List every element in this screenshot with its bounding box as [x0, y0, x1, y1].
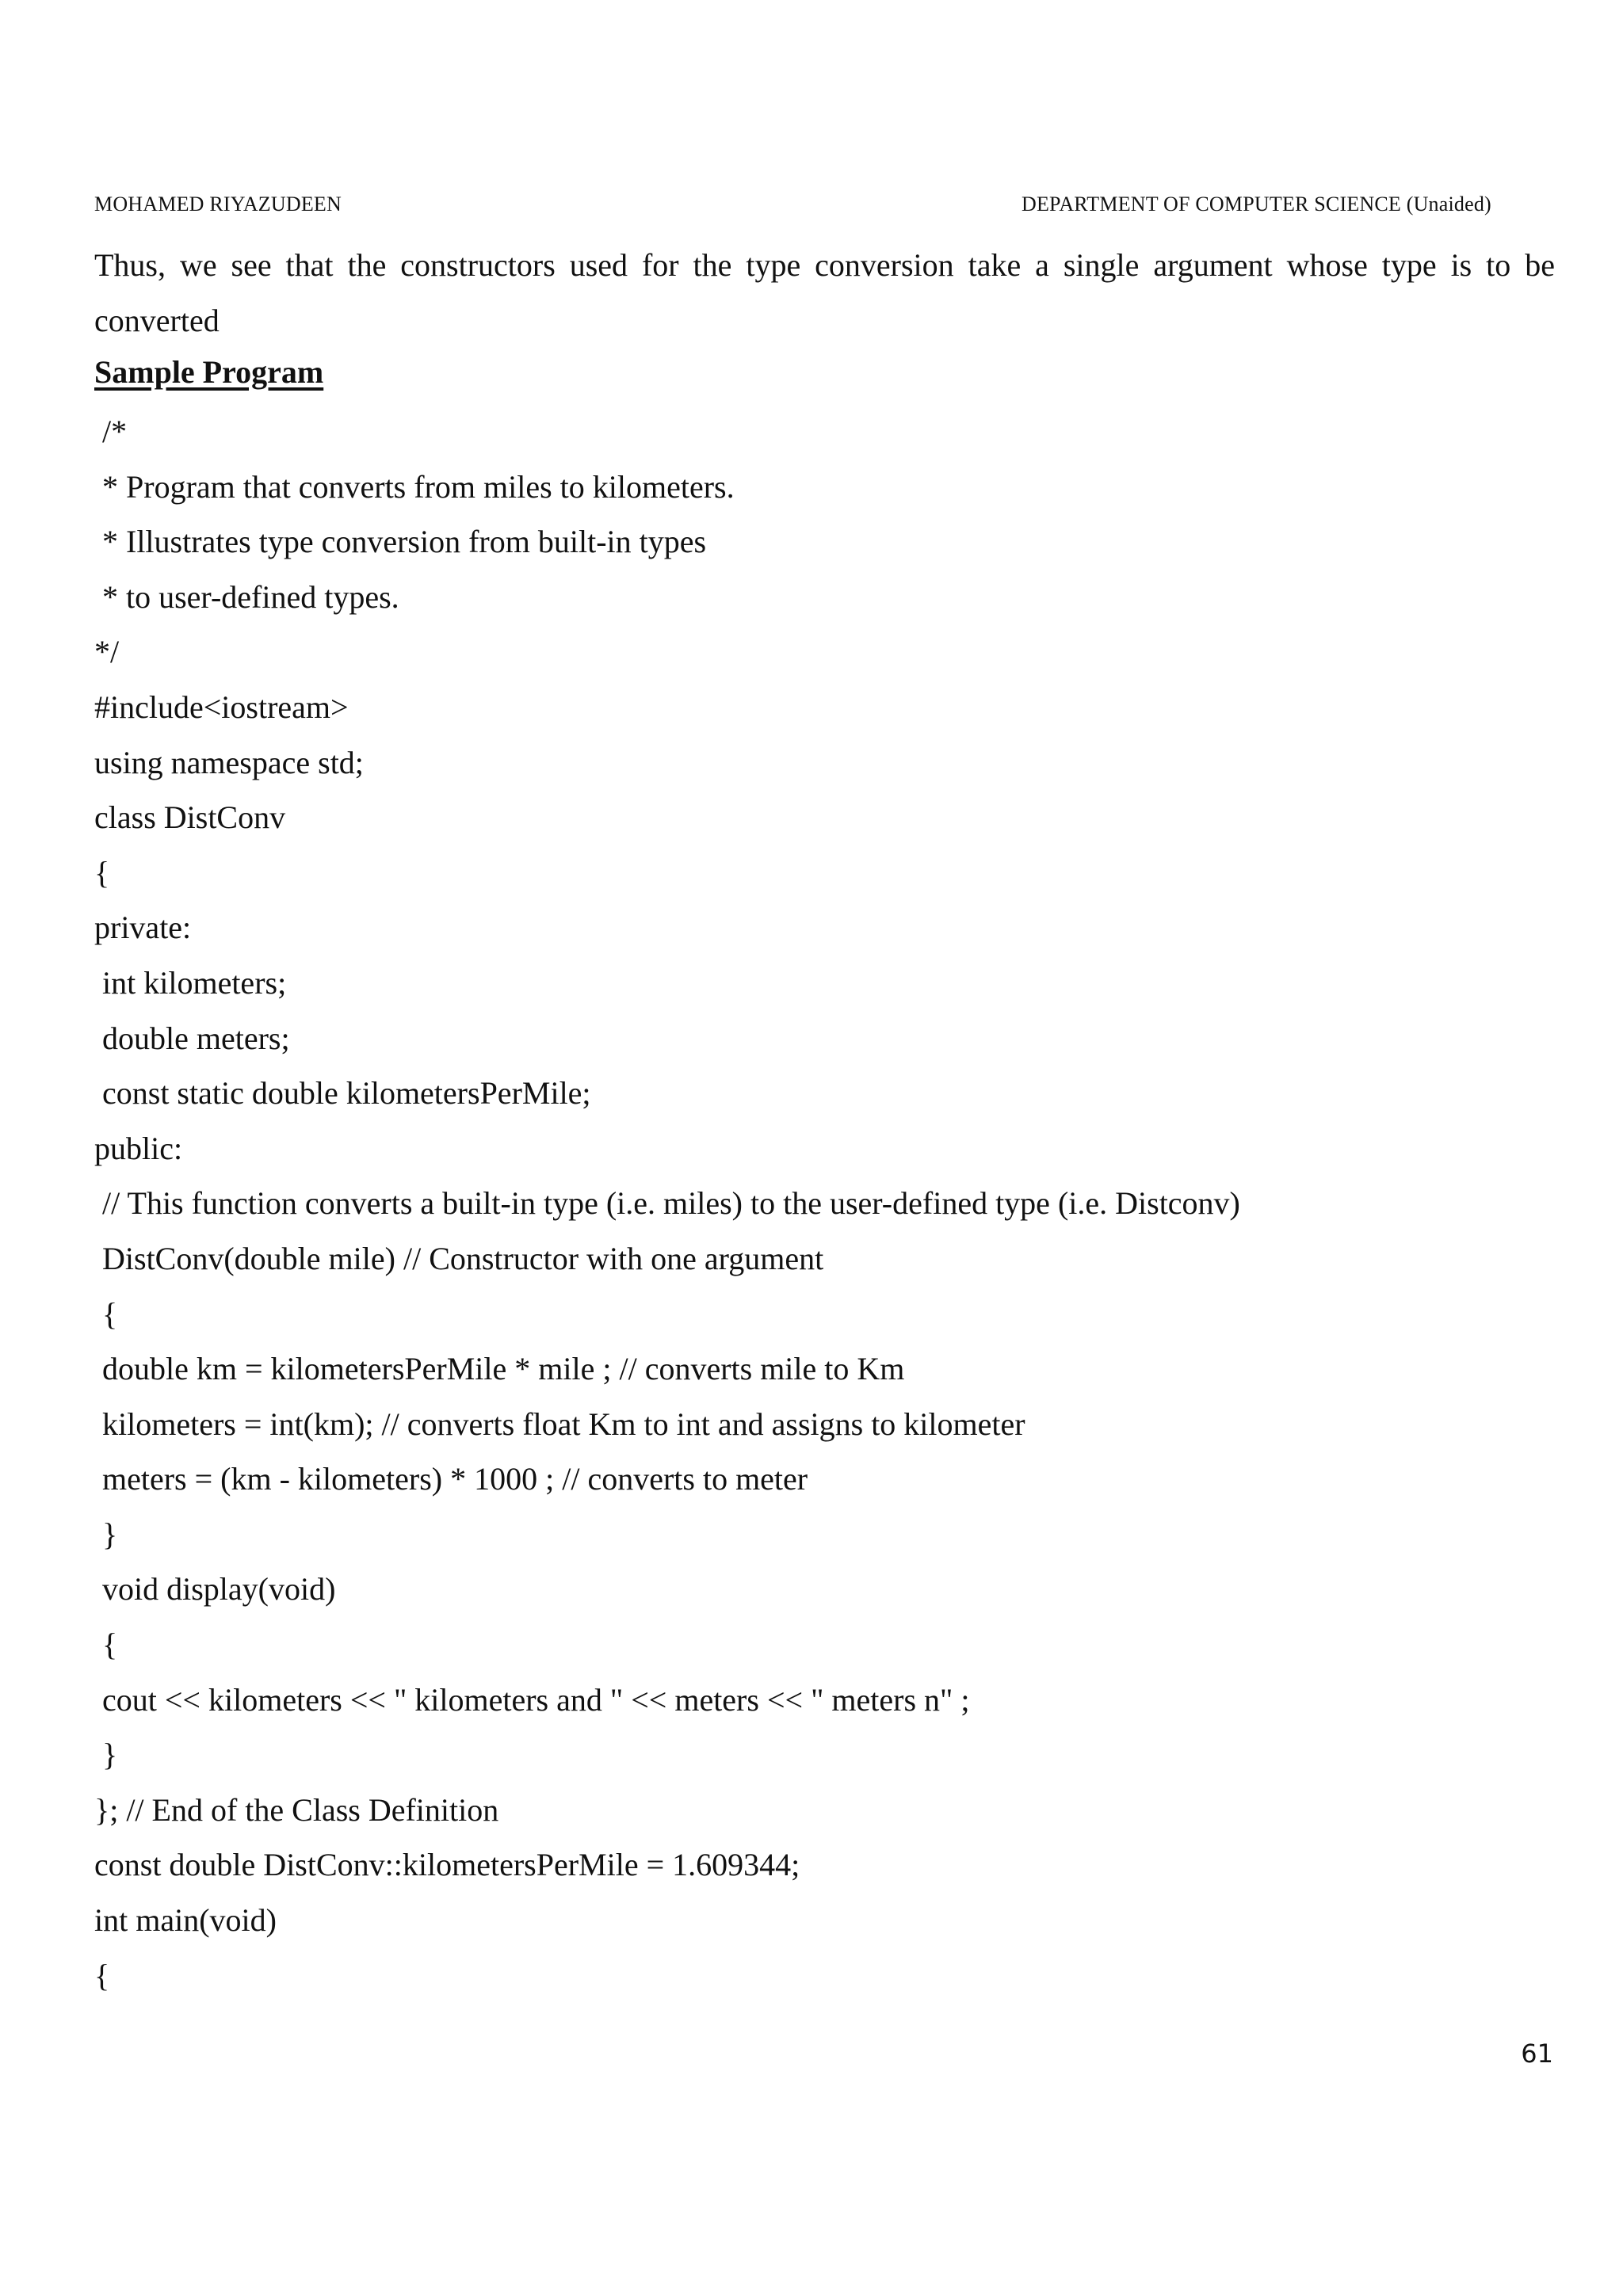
- code-line: {: [94, 1627, 118, 1663]
- code-listing: [94, 404, 1537, 2003]
- intro-line: Thus, we see that the constructors used for the type conversion take a single argument whose type is to be: [94, 247, 1555, 283]
- code-line: cout << kilometers << " kilometers and " << meters << " meters n" ;: [94, 1681, 970, 1718]
- code-line: */: [94, 634, 120, 670]
- code-line: }: [94, 1516, 118, 1552]
- code-line: double meters;: [94, 1020, 290, 1056]
- code-line: double km = kilometersPerMile * mile ; // converts mile to Km: [94, 1351, 905, 1387]
- intro-paragraph: [94, 238, 1555, 349]
- page-number: 61: [1521, 2039, 1553, 2069]
- code-line: }: [94, 1737, 118, 1773]
- code-line: {: [94, 854, 110, 891]
- code-line: #include<iostream>: [94, 688, 349, 725]
- code-line: DistConv(double mile) // Constructor with one argument: [94, 1240, 824, 1276]
- code-line: const static double kilometersPerMile;: [94, 1075, 591, 1112]
- code-line: int kilometers;: [94, 964, 287, 1001]
- code-line: * Program that converts from miles to kilometers.: [94, 468, 735, 505]
- code-line: private:: [94, 910, 192, 946]
- code-line: public:: [94, 1130, 183, 1166]
- code-line: /*: [94, 414, 128, 449]
- code-line: void display(void): [94, 1571, 336, 1608]
- code-line: int main(void): [94, 1902, 277, 1939]
- code-line: {: [94, 1295, 118, 1332]
- intro-line: converted: [94, 303, 220, 338]
- section-title: Sample Program: [94, 354, 324, 390]
- code-line: meters = (km - kilometers) * 1000 ; // converts to meter: [94, 1461, 808, 1497]
- code-line: class DistConv: [94, 799, 286, 836]
- header-author: MOHAMED RIYAZUDEEN: [94, 193, 342, 215]
- code-line: const double DistConv::kilometersPerMile = 1.609344;: [94, 1847, 800, 1883]
- code-line: using namespace std;: [94, 744, 364, 780]
- code-line: * to user-defined types.: [94, 578, 399, 615]
- code-line: * Illustrates type conversion from built-in types: [94, 524, 707, 560]
- code-line: {: [94, 1957, 110, 1993]
- code-line: kilometers = int(km); // converts float Km to int and assigns to kilometer: [94, 1405, 1025, 1442]
- header-department: DEPARTMENT OF COMPUTER SCIENCE (Unaided): [1022, 193, 1491, 215]
- page-header: [94, 193, 1505, 216]
- code-line: // This function converts a built-in type (i.e. miles) to the user-defined type (i.e. Distconv): [94, 1185, 1240, 1222]
- code-line: }; // End of the Class Definition: [94, 1791, 499, 1828]
